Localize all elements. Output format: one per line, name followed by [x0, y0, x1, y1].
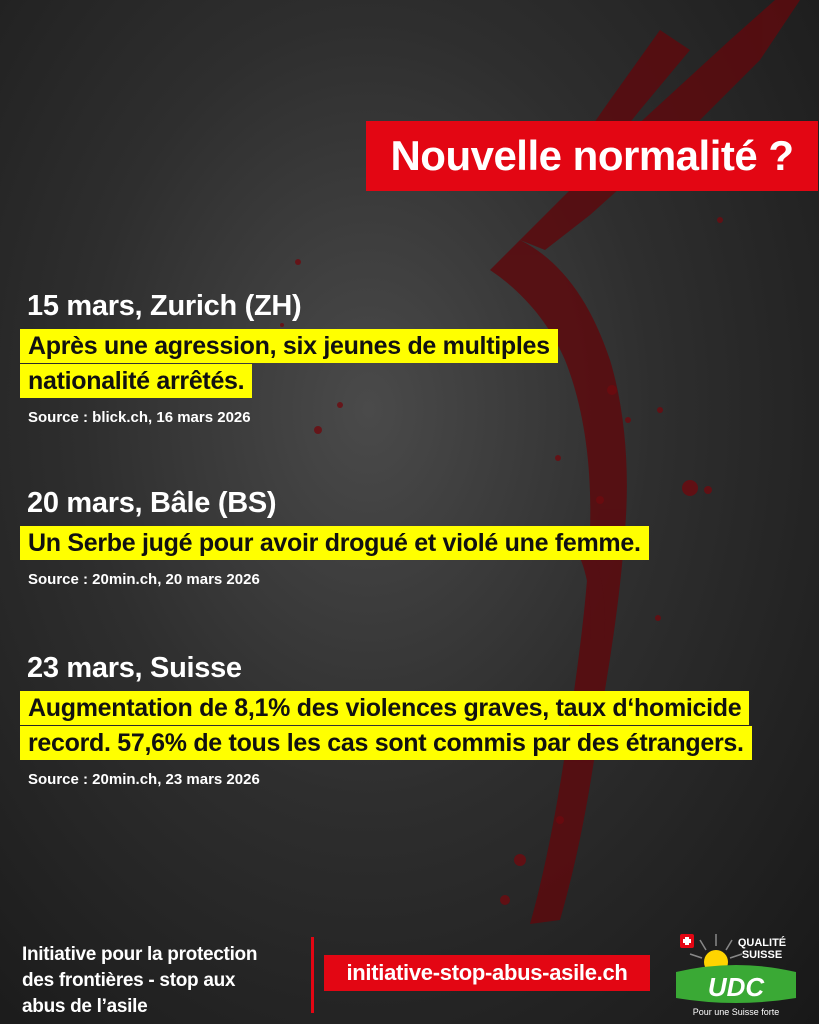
swiss-cross-icon	[680, 934, 694, 948]
initiative-url-link[interactable]: initiative-stop-abus-asile.ch	[324, 955, 650, 991]
event-item-zurich	[20, 290, 558, 426]
event-source: Source : 20min.ch, 20 mars 2026	[28, 571, 260, 588]
initiative-line: abus de l’asile	[22, 996, 148, 1017]
event-item-suisse	[20, 652, 752, 788]
event-source: Source : 20min.ch, 23 mars 2026	[28, 771, 260, 788]
event-headline: record. 57,6% de tous les cas sont commis par des étrangers.	[20, 726, 752, 760]
event-headline: Un Serbe jugé pour avoir drogué et violé une femme.	[20, 526, 649, 560]
logo-name: UDC	[707, 972, 765, 1002]
initiative-text	[22, 942, 302, 1020]
logo-badge-line: SUISSE	[741, 949, 783, 961]
initiative-line: Initiative pour la protection	[22, 944, 258, 965]
event-headline: Augmentation de 8,1% des violences graves, taux d‘homicide	[20, 691, 749, 725]
event-headline: Après une agression, six jeunes de multiples	[20, 329, 558, 363]
event-headline: nationalité arrêtés.	[20, 364, 252, 398]
logo-badge-line: QUALITÉ	[737, 937, 787, 949]
event-heading: 23 mars, Suisse	[27, 652, 242, 684]
event-heading: 15 mars, Zurich (ZH)	[27, 290, 302, 322]
udc-logo	[672, 928, 800, 1020]
event-heading: 20 mars, Bâle (BS)	[27, 487, 277, 519]
logo-tagline: Pour une Suisse forte	[692, 1007, 780, 1017]
event-item-bale	[20, 487, 649, 588]
page-title: Nouvelle normalité ?	[366, 121, 818, 191]
footer-divider	[311, 937, 314, 1013]
initiative-line: des frontières - stop aux	[22, 970, 236, 991]
event-source: Source : blick.ch, 16 mars 2026	[28, 409, 251, 426]
